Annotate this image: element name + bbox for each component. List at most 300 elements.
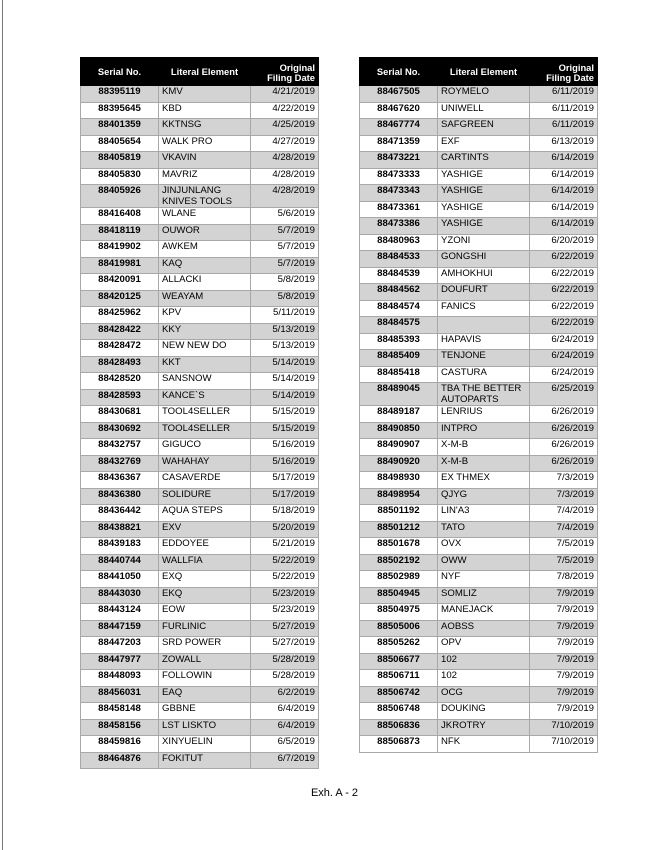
table-row bbox=[360, 719, 598, 736]
filing-date-cell: 6/25/2019 bbox=[530, 383, 598, 406]
literal-element-cell: INTPRO bbox=[438, 422, 530, 439]
table-row bbox=[360, 317, 598, 334]
table-row bbox=[360, 571, 598, 588]
serial-number-cell: 88428422 bbox=[81, 323, 159, 340]
table-row bbox=[81, 521, 319, 538]
serial-number-cell: 88471359 bbox=[360, 135, 438, 152]
literal-element-cell: AMHOKHUI bbox=[438, 267, 530, 284]
literal-element-cell: FANICS bbox=[438, 300, 530, 317]
serial-number-cell: 88501212 bbox=[360, 521, 438, 538]
serial-number-cell: 88443124 bbox=[81, 604, 159, 621]
serial-number-cell: 88419902 bbox=[81, 241, 159, 258]
filing-date-cell: 5/14/2019 bbox=[251, 373, 319, 390]
literal-element-cell: CASAVERDE bbox=[159, 472, 251, 489]
literal-element-cell: GIGUCO bbox=[159, 439, 251, 456]
filing-date-cell: 7/9/2019 bbox=[530, 620, 598, 637]
table-row bbox=[360, 185, 598, 202]
literal-element-cell: KMV bbox=[159, 86, 251, 103]
filing-date-cell: 5/7/2019 bbox=[251, 257, 319, 274]
serial-number-cell: 88401359 bbox=[81, 119, 159, 136]
filing-date-cell: 6/22/2019 bbox=[530, 251, 598, 268]
table-row bbox=[81, 472, 319, 489]
literal-element-cell: GBBNE bbox=[159, 703, 251, 720]
literal-element-cell: OPV bbox=[438, 637, 530, 654]
literal-element-cell: UNIWELL bbox=[438, 102, 530, 119]
filing-date-cell: 6/24/2019 bbox=[530, 350, 598, 367]
filing-date-cell: 7/9/2019 bbox=[530, 686, 598, 703]
filing-date-cell: 7/10/2019 bbox=[530, 719, 598, 736]
table-row bbox=[81, 86, 319, 103]
filing-date-cell: 5/7/2019 bbox=[251, 241, 319, 258]
table-row bbox=[360, 604, 598, 621]
serial-number-cell: 88473333 bbox=[360, 168, 438, 185]
filing-date-cell: 7/9/2019 bbox=[530, 587, 598, 604]
filing-date-cell: 5/7/2019 bbox=[251, 224, 319, 241]
serial-number-cell: 88430681 bbox=[81, 406, 159, 423]
table-row bbox=[81, 736, 319, 753]
literal-element-cell: MANEJACK bbox=[438, 604, 530, 621]
literal-element-cell: YASHIGE bbox=[438, 168, 530, 185]
literal-element-cell: EXV bbox=[159, 521, 251, 538]
table-body-left bbox=[81, 86, 319, 769]
filing-date-cell: 6/22/2019 bbox=[530, 317, 598, 334]
literal-element-cell: YASHIGE bbox=[438, 201, 530, 218]
table-row bbox=[360, 439, 598, 456]
literal-element-cell: TATO bbox=[438, 521, 530, 538]
literal-element-cell: YASHIGE bbox=[438, 185, 530, 202]
literal-element-cell: AQUA STEPS bbox=[159, 505, 251, 522]
serial-number-cell: 88436367 bbox=[81, 472, 159, 489]
table-row bbox=[360, 653, 598, 670]
filing-date-cell: 5/14/2019 bbox=[251, 389, 319, 406]
literal-element-cell: SOMLIZ bbox=[438, 587, 530, 604]
serial-number-cell: 88464876 bbox=[81, 752, 159, 769]
literal-element-cell: QJYG bbox=[438, 488, 530, 505]
literal-element-cell: AOBSS bbox=[438, 620, 530, 637]
serial-number-cell: 88484533 bbox=[360, 251, 438, 268]
literal-element-cell: AWKEM bbox=[159, 241, 251, 258]
filing-date-cell: 5/23/2019 bbox=[251, 587, 319, 604]
filing-date-cell: 6/7/2019 bbox=[251, 752, 319, 769]
table-row bbox=[360, 488, 598, 505]
filing-date-cell: 7/8/2019 bbox=[530, 571, 598, 588]
serial-number-cell: 88506677 bbox=[360, 653, 438, 670]
table-row bbox=[360, 686, 598, 703]
literal-element-cell: OWW bbox=[438, 554, 530, 571]
filing-date-cell: 7/4/2019 bbox=[530, 521, 598, 538]
table-row bbox=[360, 422, 598, 439]
filing-date-cell: 7/9/2019 bbox=[530, 637, 598, 654]
filing-date-cell: 6/14/2019 bbox=[530, 152, 598, 169]
table-row bbox=[81, 439, 319, 456]
serial-number-cell: 88416408 bbox=[81, 208, 159, 225]
filing-date-cell: 6/4/2019 bbox=[251, 719, 319, 736]
table-row bbox=[81, 670, 319, 687]
literal-element-cell: YZONI bbox=[438, 234, 530, 251]
serial-number-cell: 88448093 bbox=[81, 670, 159, 687]
filing-date-cell: 6/14/2019 bbox=[530, 185, 598, 202]
filing-date-cell: 5/22/2019 bbox=[251, 571, 319, 588]
literal-element-cell bbox=[438, 317, 530, 334]
filing-date-cell: 5/6/2019 bbox=[251, 208, 319, 225]
literal-element-cell: FOKITUT bbox=[159, 752, 251, 769]
literal-element-cell: DOUFURT bbox=[438, 284, 530, 301]
table-row bbox=[81, 274, 319, 291]
table-row bbox=[360, 300, 598, 317]
literal-element-cell: GONGSHI bbox=[438, 251, 530, 268]
filing-date-cell: 5/15/2019 bbox=[251, 422, 319, 439]
table-row bbox=[360, 119, 598, 136]
literal-element-cell: KKY bbox=[159, 323, 251, 340]
serial-number-cell: 88504945 bbox=[360, 587, 438, 604]
filing-date-cell: 6/20/2019 bbox=[530, 234, 598, 251]
filing-date-cell: 7/5/2019 bbox=[530, 554, 598, 571]
literal-element-cell: TENJONE bbox=[438, 350, 530, 367]
filing-date-cell: 5/13/2019 bbox=[251, 340, 319, 357]
table-row bbox=[360, 455, 598, 472]
filing-date-cell: 7/4/2019 bbox=[530, 505, 598, 522]
filing-date-cell: 6/26/2019 bbox=[530, 439, 598, 456]
filing-date-cell: 6/22/2019 bbox=[530, 300, 598, 317]
filing-date-cell: 7/5/2019 bbox=[530, 538, 598, 555]
table-row bbox=[360, 102, 598, 119]
serial-number-cell: 88480963 bbox=[360, 234, 438, 251]
table-row bbox=[360, 135, 598, 152]
table-row bbox=[81, 185, 319, 208]
serial-number-cell: 88490850 bbox=[360, 422, 438, 439]
literal-element-cell: DOUKING bbox=[438, 703, 530, 720]
filing-date-cell: 5/27/2019 bbox=[251, 620, 319, 637]
filing-date-cell: 5/8/2019 bbox=[251, 290, 319, 307]
filing-date-cell: 6/5/2019 bbox=[251, 736, 319, 753]
serial-number-cell: 88502192 bbox=[360, 554, 438, 571]
filing-date-cell: 5/11/2019 bbox=[251, 307, 319, 324]
table-row bbox=[360, 284, 598, 301]
filing-date-cell: 5/17/2019 bbox=[251, 472, 319, 489]
filing-date-cell: 7/10/2019 bbox=[530, 736, 598, 753]
table-row bbox=[81, 686, 319, 703]
serial-number-cell: 88485409 bbox=[360, 350, 438, 367]
literal-element-cell: JINJUNLANG KNIVES TOOLS bbox=[159, 185, 251, 208]
serial-number-cell: 88438821 bbox=[81, 521, 159, 538]
serial-number-cell: 88506836 bbox=[360, 719, 438, 736]
filing-date-cell: 6/11/2019 bbox=[530, 102, 598, 119]
literal-element-cell: WALK PRO bbox=[159, 135, 251, 152]
table-row bbox=[81, 224, 319, 241]
table-row bbox=[81, 323, 319, 340]
serial-number-cell: 88432769 bbox=[81, 455, 159, 472]
table-row bbox=[360, 350, 598, 367]
filing-date-cell: 6/13/2019 bbox=[530, 135, 598, 152]
table-row bbox=[81, 356, 319, 373]
table-row bbox=[81, 135, 319, 152]
filing-date-cell: 6/26/2019 bbox=[530, 455, 598, 472]
table-row bbox=[81, 241, 319, 258]
table-row bbox=[81, 208, 319, 225]
serial-number-cell: 88504975 bbox=[360, 604, 438, 621]
literal-element-cell: KKT bbox=[159, 356, 251, 373]
table-row bbox=[81, 719, 319, 736]
table-row bbox=[360, 383, 598, 406]
serial-number-cell: 88405654 bbox=[81, 135, 159, 152]
literal-element-cell: EXQ bbox=[159, 571, 251, 588]
literal-element-cell: OCG bbox=[438, 686, 530, 703]
filing-date-cell: 5/28/2019 bbox=[251, 653, 319, 670]
table-row bbox=[81, 703, 319, 720]
filing-date-cell: 6/26/2019 bbox=[530, 422, 598, 439]
filing-date-cell: 5/13/2019 bbox=[251, 323, 319, 340]
serial-number-cell: 88490920 bbox=[360, 455, 438, 472]
serial-number-cell: 88395119 bbox=[81, 86, 159, 103]
filing-date-cell: 4/22/2019 bbox=[251, 102, 319, 119]
literal-element-cell: WEAYAM bbox=[159, 290, 251, 307]
filing-date-cell: 4/28/2019 bbox=[251, 168, 319, 185]
serial-number-cell: 88436380 bbox=[81, 488, 159, 505]
serial-number-cell: 88490907 bbox=[360, 439, 438, 456]
literal-element-cell: EKQ bbox=[159, 587, 251, 604]
table-row bbox=[81, 637, 319, 654]
filing-date-cell: 6/11/2019 bbox=[530, 119, 598, 136]
filing-date-cell: 6/2/2019 bbox=[251, 686, 319, 703]
serial-number-cell: 88443030 bbox=[81, 587, 159, 604]
literal-element-cell: LIN'A3 bbox=[438, 505, 530, 522]
table-row bbox=[81, 168, 319, 185]
filing-date-cell: 5/18/2019 bbox=[251, 505, 319, 522]
literal-element-cell: FOLLOWIN bbox=[159, 670, 251, 687]
table-row bbox=[360, 251, 598, 268]
serial-number-cell: 88441050 bbox=[81, 571, 159, 588]
table-row bbox=[360, 505, 598, 522]
literal-element-cell: TBA THE BETTER AUTOPARTS bbox=[438, 383, 530, 406]
literal-element-cell: SAFGREEN bbox=[438, 119, 530, 136]
exhibit-page-label: Exh. A - 2 bbox=[310, 787, 359, 799]
serial-number-cell: 88506748 bbox=[360, 703, 438, 720]
table-row bbox=[81, 307, 319, 324]
filing-date-cell: 7/9/2019 bbox=[530, 604, 598, 621]
serial-number-cell: 88467620 bbox=[360, 102, 438, 119]
serial-number-cell: 88505262 bbox=[360, 637, 438, 654]
literal-element-cell: WAHAHAY bbox=[159, 455, 251, 472]
filing-date-cell: 6/22/2019 bbox=[530, 267, 598, 284]
table-row bbox=[360, 267, 598, 284]
serial-number-cell: 88405926 bbox=[81, 185, 159, 208]
serial-header: Serial No. bbox=[81, 58, 159, 86]
literal-element-cell: LENRIUS bbox=[438, 406, 530, 423]
literal-element-cell: YASHIGE bbox=[438, 218, 530, 235]
literal-element-cell: OUWOR bbox=[159, 224, 251, 241]
table-row bbox=[81, 571, 319, 588]
filing-date-cell: 4/28/2019 bbox=[251, 185, 319, 208]
filing-date-cell: 5/16/2019 bbox=[251, 439, 319, 456]
table-row bbox=[81, 505, 319, 522]
literal-element-cell: SRD POWER bbox=[159, 637, 251, 654]
serial-number-cell: 88473361 bbox=[360, 201, 438, 218]
serial-number-cell: 88506742 bbox=[360, 686, 438, 703]
literal-element-cell: WALLFIA bbox=[159, 554, 251, 571]
literal-element-cell: EOW bbox=[159, 604, 251, 621]
filing-date-cell: 6/24/2019 bbox=[530, 366, 598, 383]
literal-element-cell: KBD bbox=[159, 102, 251, 119]
filing-date-cell: 5/21/2019 bbox=[251, 538, 319, 555]
serial-number-cell: 88473386 bbox=[360, 218, 438, 235]
literal-element-cell: HAPAVIS bbox=[438, 333, 530, 350]
filing-date-cell: 6/14/2019 bbox=[530, 168, 598, 185]
table-row bbox=[360, 201, 598, 218]
literal-element-cell: OVX bbox=[438, 538, 530, 555]
serial-number-cell: 88506711 bbox=[360, 670, 438, 687]
serial-number-cell: 88428593 bbox=[81, 389, 159, 406]
serial-number-cell: 88440744 bbox=[81, 554, 159, 571]
filing-date-cell: 5/22/2019 bbox=[251, 554, 319, 571]
filing-date-cell: 6/14/2019 bbox=[530, 201, 598, 218]
serial-number-cell: 88447203 bbox=[81, 637, 159, 654]
table-row bbox=[81, 554, 319, 571]
serial-number-cell: 88428472 bbox=[81, 340, 159, 357]
table-row bbox=[81, 587, 319, 604]
filing-date-cell: 6/24/2019 bbox=[530, 333, 598, 350]
filing-date-cell: 5/20/2019 bbox=[251, 521, 319, 538]
filing-date-cell: 7/9/2019 bbox=[530, 703, 598, 720]
table-row bbox=[360, 703, 598, 720]
literal-element-cell: 102 bbox=[438, 670, 530, 687]
literal-element-header: Literal Element bbox=[438, 58, 530, 86]
serial-number-cell: 88505006 bbox=[360, 620, 438, 637]
table-row bbox=[81, 406, 319, 423]
serial-number-cell: 88420125 bbox=[81, 290, 159, 307]
filing-date-cell: 5/17/2019 bbox=[251, 488, 319, 505]
literal-element-cell: EXF bbox=[438, 135, 530, 152]
filing-date-cell: 6/14/2019 bbox=[530, 218, 598, 235]
serial-number-cell: 88501192 bbox=[360, 505, 438, 522]
table-row bbox=[360, 472, 598, 489]
table-body-right bbox=[360, 86, 598, 753]
table-row bbox=[81, 455, 319, 472]
table-row bbox=[81, 620, 319, 637]
table-row bbox=[360, 736, 598, 753]
literal-element-cell: EAQ bbox=[159, 686, 251, 703]
literal-element-cell: KPV bbox=[159, 307, 251, 324]
serial-number-cell: 88506873 bbox=[360, 736, 438, 753]
serial-number-cell: 88458148 bbox=[81, 703, 159, 720]
literal-element-cell: ALLACKI bbox=[159, 274, 251, 291]
serial-number-cell: 88436442 bbox=[81, 505, 159, 522]
filing-date-cell: 4/25/2019 bbox=[251, 119, 319, 136]
table-row bbox=[360, 637, 598, 654]
filing-date-cell: 5/15/2019 bbox=[251, 406, 319, 423]
literal-element-cell: JKROTRY bbox=[438, 719, 530, 736]
literal-element-cell: NYF bbox=[438, 571, 530, 588]
serial-number-cell: 88447159 bbox=[81, 620, 159, 637]
serial-number-cell: 88439183 bbox=[81, 538, 159, 555]
serial-number-cell: 88405819 bbox=[81, 152, 159, 169]
table-row bbox=[81, 604, 319, 621]
serial-number-cell: 88458156 bbox=[81, 719, 159, 736]
serial-number-cell: 88484574 bbox=[360, 300, 438, 317]
literal-element-cell: XINYUELIN bbox=[159, 736, 251, 753]
literal-element-cell: TOOL4SELLER bbox=[159, 406, 251, 423]
serial-number-cell: 88484562 bbox=[360, 284, 438, 301]
table-row bbox=[81, 488, 319, 505]
table-row bbox=[360, 554, 598, 571]
serial-number-cell: 88456031 bbox=[81, 686, 159, 703]
serial-number-cell: 88485393 bbox=[360, 333, 438, 350]
literal-element-cell: VKAVIN bbox=[159, 152, 251, 169]
serial-number-cell: 88501678 bbox=[360, 538, 438, 555]
filing-date-cell: 4/21/2019 bbox=[251, 86, 319, 103]
literal-element-cell: MAVRIZ bbox=[159, 168, 251, 185]
serial-number-cell: 88420091 bbox=[81, 274, 159, 291]
serial-number-cell: 88459816 bbox=[81, 736, 159, 753]
literal-element-cell: LST LISKTO bbox=[159, 719, 251, 736]
literal-element-cell: EDDOYEE bbox=[159, 538, 251, 555]
filing-date-cell: 5/8/2019 bbox=[251, 274, 319, 291]
page-edge-rule bbox=[2, 0, 3, 850]
table-row bbox=[360, 333, 598, 350]
filing-date-cell: 5/16/2019 bbox=[251, 455, 319, 472]
filing-date-cell: 6/22/2019 bbox=[530, 284, 598, 301]
table-row bbox=[360, 406, 598, 423]
serial-number-cell: 88405830 bbox=[81, 168, 159, 185]
filing-date-cell: 6/26/2019 bbox=[530, 406, 598, 423]
filing-date-cell: 5/14/2019 bbox=[251, 356, 319, 373]
table-row bbox=[360, 168, 598, 185]
literal-element-cell: ROYMELO bbox=[438, 86, 530, 103]
serial-number-cell: 88489187 bbox=[360, 406, 438, 423]
table-row bbox=[360, 587, 598, 604]
table-row bbox=[360, 670, 598, 687]
table-row bbox=[81, 752, 319, 769]
serial-number-cell: 88467774 bbox=[360, 119, 438, 136]
serial-number-cell: 88419981 bbox=[81, 257, 159, 274]
table-row bbox=[360, 538, 598, 555]
literal-element-cell: NEW NEW DO bbox=[159, 340, 251, 357]
filing-date-cell: 5/27/2019 bbox=[251, 637, 319, 654]
serial-number-cell: 88485418 bbox=[360, 366, 438, 383]
table-row bbox=[81, 119, 319, 136]
filing-date-cell: 7/9/2019 bbox=[530, 670, 598, 687]
literal-element-cell: WLANE bbox=[159, 208, 251, 225]
literal-element-cell: X-M-B bbox=[438, 439, 530, 456]
table-row bbox=[360, 521, 598, 538]
table-row bbox=[81, 257, 319, 274]
filing-date-cell: 6/11/2019 bbox=[530, 86, 598, 103]
literal-element-cell: SANSNOW bbox=[159, 373, 251, 390]
serial-table-left bbox=[80, 57, 319, 769]
literal-element-cell: CASTURA bbox=[438, 366, 530, 383]
serial-number-cell: 88425962 bbox=[81, 307, 159, 324]
literal-element-cell: X-M-B bbox=[438, 455, 530, 472]
serial-number-cell: 88418119 bbox=[81, 224, 159, 241]
filing-date-cell: 7/9/2019 bbox=[530, 653, 598, 670]
literal-element-cell: SOLIDURE bbox=[159, 488, 251, 505]
serial-number-cell: 88428493 bbox=[81, 356, 159, 373]
literal-element-cell: KKTNSG bbox=[159, 119, 251, 136]
literal-element-cell: CARTINTS bbox=[438, 152, 530, 169]
serial-number-cell: 88484539 bbox=[360, 267, 438, 284]
literal-element-cell: ZOWALL bbox=[159, 653, 251, 670]
filing-date-cell: 4/28/2019 bbox=[251, 152, 319, 169]
filing-date-header: Original Filing Date bbox=[251, 58, 319, 86]
table-row bbox=[81, 422, 319, 439]
filing-date-cell: 7/3/2019 bbox=[530, 488, 598, 505]
table-header-row bbox=[81, 58, 319, 86]
table-row bbox=[360, 366, 598, 383]
serial-table-right bbox=[359, 57, 598, 753]
serial-number-cell: 88498930 bbox=[360, 472, 438, 489]
literal-element-cell: 102 bbox=[438, 653, 530, 670]
table-row bbox=[81, 152, 319, 169]
filing-date-cell: 4/27/2019 bbox=[251, 135, 319, 152]
